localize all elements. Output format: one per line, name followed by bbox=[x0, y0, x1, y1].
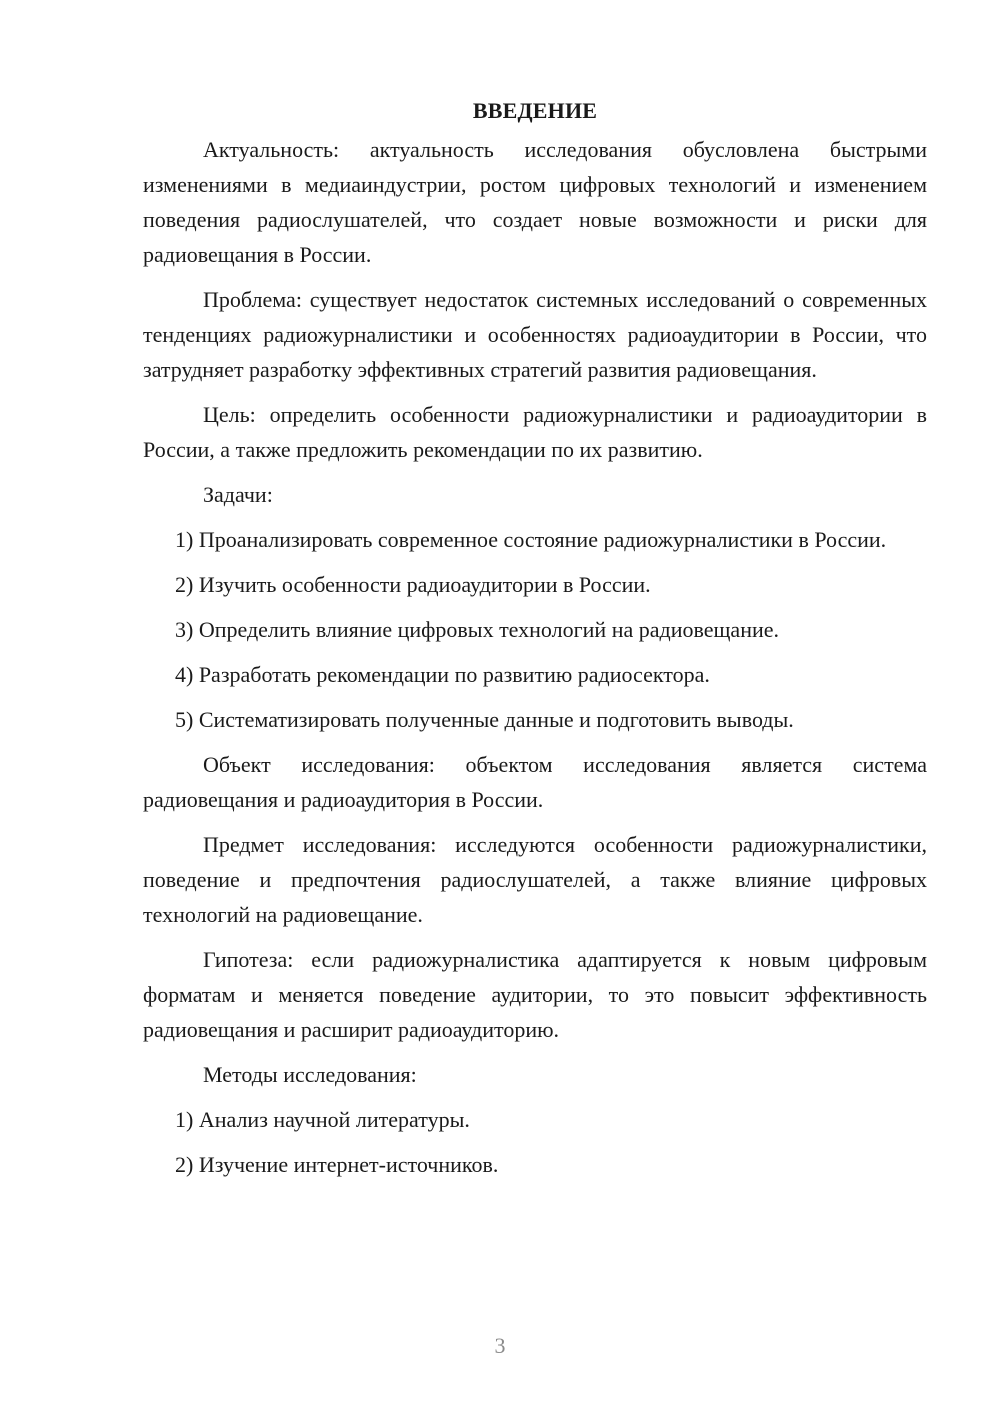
method-item-1: 1) Анализ научной литературы. bbox=[175, 1107, 470, 1132]
paragraph-goal: Цель: определить особенности радиожурналистики и радиоаудитории в России, а также предложить рекомендации по их развитию. bbox=[143, 402, 927, 462]
task-item-4: 4) Разработать рекомендации по развитию радиосектора. bbox=[175, 662, 710, 687]
page-number: 3 bbox=[494, 1333, 506, 1358]
paragraph-object: Объект исследования: объектом исследования является система радиовещания и радиоаудитория в России. bbox=[143, 752, 927, 812]
paragraph-methods-heading: Методы исследования: bbox=[203, 1062, 417, 1087]
task-item-1: 1) Проанализировать современное состояние радиожурналистики в России. bbox=[175, 527, 887, 552]
task-item-5: 5) Систематизировать полученные данные и подготовить выводы. bbox=[175, 707, 794, 732]
paragraph-subject: Предмет исследования: исследуются особенности радиожурналистики, поведение и предпочтения радиослушателей, а также влияние цифровых технологий на радиовещание. bbox=[143, 832, 927, 927]
task-item-3: 3) Определить влияние цифровых технологий на радиовещание. bbox=[175, 617, 780, 642]
paragraph-tasks-heading: Задачи: bbox=[203, 482, 273, 507]
task-item-2: 2) Изучить особенности радиоаудитории в России. bbox=[175, 572, 651, 597]
paragraph-relevance: Актуальность: актуальность исследования обусловлена быстрыми изменениями в медиаиндустрии, ростом цифровых технологий и изменением поведения радиослушателей, что создает новые возможности и риски для радиовещания в России. bbox=[143, 137, 927, 267]
paragraph-hypothesis: Гипотеза: если радиожурналистика адаптируется к новым цифровым форматам и меняется поведение аудитории, то это повысит эффективность радиовещания и расширит радиоаудиторию. bbox=[143, 947, 927, 1042]
page-content bbox=[143, 93, 927, 1192]
section-title: ВВЕДЕНИЕ bbox=[472, 98, 598, 123]
method-item-2: 2) Изучение интернет-источников. bbox=[175, 1152, 499, 1177]
paragraph-problem: Проблема: существует недостаток системных исследований о современных тенденциях радиожурналистики и особенностях радиоаудитории в России, что затрудняет разработку эффективных стратегий развития радиовещания. bbox=[143, 287, 927, 382]
